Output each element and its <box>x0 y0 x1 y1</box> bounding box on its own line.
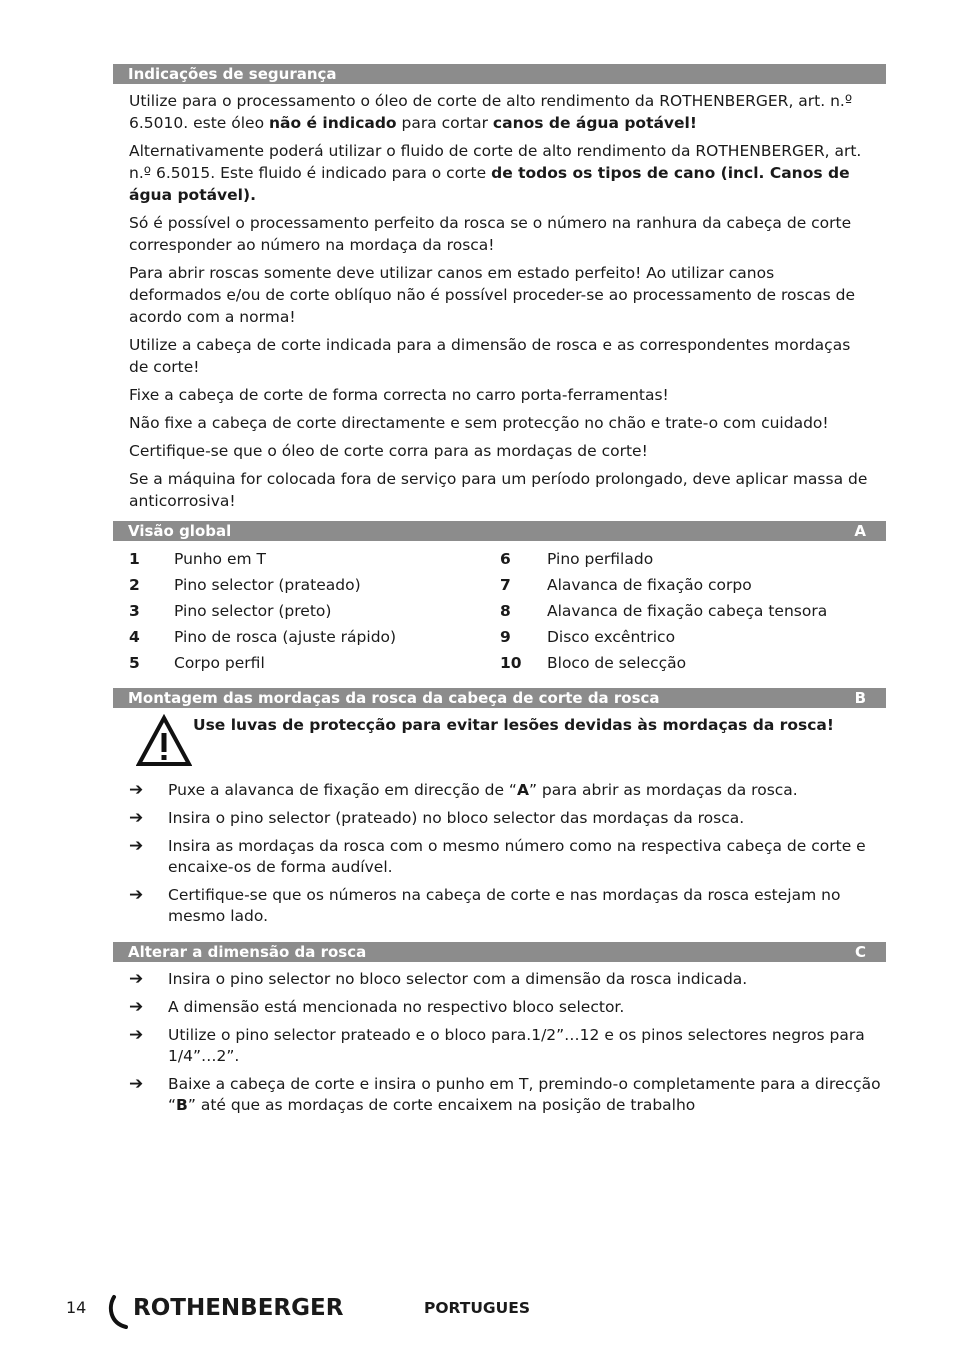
instruction-step <box>129 836 884 878</box>
safety-text <box>129 90 869 518</box>
instruction-step <box>129 780 884 801</box>
instruction-step <box>129 997 884 1018</box>
arrow-right-icon: ➔ <box>129 780 144 800</box>
step-text <box>168 886 840 925</box>
text-run: Insira o pino selector (prateado) no bloco selector das mordaças da rosca. <box>168 809 745 827</box>
parts-list-left <box>129 546 489 676</box>
safety-paragraph <box>129 212 869 256</box>
part-number: 10 <box>500 654 522 672</box>
text-run: Não fixe a cabeça de corte directamente e sem protecção no chão e trate-o com cuidado! <box>129 414 829 432</box>
text-run: Insira o pino selector no bloco selector com a dimensão da rosca indicada. <box>168 970 748 988</box>
text-run: Para abrir roscas somente deve utilizar canos em estado perfeito! Ao utilizar canos deformados e/ou de corte oblíquo não é possível proceder-se ao processamento de roscas de acordo com a norma! <box>129 264 855 326</box>
part-label: Bloco de selecção <box>547 654 687 672</box>
bold-text-run: A <box>516 781 529 799</box>
text-run: ” para abrir as mordaças da rosca. <box>528 781 798 799</box>
safety-paragraph <box>129 140 869 206</box>
part-label: Alavanca de fixação cabeça tensora <box>547 602 828 620</box>
instruction-step <box>129 808 884 829</box>
section-letter-overview: A <box>854 522 866 540</box>
change-steps <box>129 969 884 1123</box>
text-run: Puxe a alavanca de fixação em direcção de “ <box>168 781 517 799</box>
part-number: 8 <box>500 602 511 620</box>
footer-language: PORTUGUES <box>424 1299 530 1317</box>
mounting-steps <box>129 780 884 934</box>
instruction-step <box>129 885 884 927</box>
section-letter-change: C <box>854 943 866 961</box>
text-run: Só é possível o processamento perfeito da rosca se o número na ranhura da cabeça de corte corresponder ao número na mordaça da rosca! <box>129 214 852 254</box>
part-list-item <box>500 650 880 676</box>
part-list-item <box>129 546 489 572</box>
text-run: A dimensão está mencionada no respectivo bloco selector. <box>168 998 625 1016</box>
part-label: Pino selector (prateado) <box>174 576 361 594</box>
part-label: Alavanca de fixação corpo <box>547 576 752 594</box>
brand-name: ROTHENBERGER <box>133 1295 344 1321</box>
section-title-mounting: Montagem das mordaças da rosca da cabeça de corte da rosca <box>128 689 660 707</box>
page-number: 14 <box>66 1298 87 1317</box>
text-run: Utilize para o processamento o óleo de corte de alto rendimento da ROTHENBERGER, art. n.º 6.5010. este óleo <box>129 92 853 132</box>
bold-text-run: canos de água potável! <box>492 114 697 132</box>
part-number: 7 <box>500 576 511 594</box>
part-number: 3 <box>129 602 140 620</box>
instruction-step <box>129 1074 884 1116</box>
safety-paragraph <box>129 384 869 406</box>
text-run: Utilize o pino selector prateado e o bloco para.1/2”…12 e os pinos selectores negros para 1/4”…2”. <box>168 1026 865 1065</box>
bold-text-run: B <box>176 1096 188 1114</box>
part-label: Pino de rosca (ajuste rápido) <box>174 628 397 646</box>
arrow-right-icon: ➔ <box>129 1025 144 1045</box>
safety-paragraph <box>129 90 869 134</box>
text-run: Alternativamente poderá utilizar o fluido de corte de alto rendimento da ROTHENBERGER, art. n.º 6.5015. Este fluido é indicado para o corte <box>129 142 862 182</box>
part-label: Disco excêntrico <box>547 628 676 646</box>
part-list-item <box>129 572 489 598</box>
part-label: Pino selector (preto) <box>174 602 332 620</box>
part-number: 1 <box>129 550 140 568</box>
section-header-change <box>113 942 886 962</box>
arrow-right-icon: ➔ <box>129 969 144 989</box>
arrow-right-icon: ➔ <box>129 808 144 828</box>
text-run: Certifique-se que os números na cabeça de corte e nas mordaças da rosca estejam no mesmo lado. <box>168 886 841 925</box>
step-text <box>168 1026 865 1065</box>
part-number: 4 <box>129 628 140 646</box>
brand-logo <box>106 1293 346 1331</box>
instruction-step <box>129 1025 884 1067</box>
part-list-item <box>500 546 880 572</box>
section-header-mounting <box>113 688 886 708</box>
safety-paragraph <box>129 412 869 434</box>
safety-paragraph <box>129 334 869 378</box>
text-run: Utilize a cabeça de corte indicada para a dimensão de rosca e as correspondentes mordaças de corte! <box>129 336 851 376</box>
part-list-item <box>500 624 880 650</box>
step-text <box>168 809 744 827</box>
part-number: 5 <box>129 654 140 672</box>
section-title-safety: Indicações de segurança <box>128 65 337 83</box>
text-run: Baixe a cabeça de corte e insira o punho em T, premindo-o completamente para a direcção “ <box>168 1075 881 1114</box>
text-run: Insira as mordaças da rosca com o mesmo número como na respectiva cabeça de corte e encaixe-os de forma audível. <box>168 837 866 876</box>
part-list-item <box>500 572 880 598</box>
text-run: para cortar <box>396 114 493 132</box>
text-run: Fixe a cabeça de corte de forma correcta no carro porta-ferramentas! <box>129 386 669 404</box>
warning-triangle-icon <box>136 714 192 768</box>
text-run: Certifique-se que o óleo de corte corra para as mordaças de corte! <box>129 442 648 460</box>
part-number: 6 <box>500 550 511 568</box>
safety-paragraph <box>129 468 869 512</box>
safety-paragraph <box>129 262 869 328</box>
text-run: Se a máquina for colocada fora de serviço para um período prolongado, deve aplicar massa de anticorrosiva! <box>129 470 868 510</box>
safety-paragraph <box>129 440 869 462</box>
step-text <box>168 837 866 876</box>
section-letter-mounting: B <box>854 689 866 707</box>
section-title-overview: Visão global <box>128 522 232 540</box>
part-number: 9 <box>500 628 511 646</box>
section-title-change: Alterar a dimensão da rosca <box>128 943 367 961</box>
part-number: 2 <box>129 576 140 594</box>
part-list-item <box>129 624 489 650</box>
step-text <box>168 998 624 1016</box>
section-header-safety <box>113 64 886 84</box>
step-text <box>168 1075 881 1114</box>
parts-list-right <box>500 546 880 676</box>
bold-text-run: não é indicado <box>268 114 397 132</box>
step-text <box>168 970 747 988</box>
warning-text: Use luvas de protecção para evitar lesões devidas às mordaças da rosca! <box>193 716 834 734</box>
text-run: ” até que as mordaças de corte encaixem na posição de trabalho <box>187 1096 696 1114</box>
arrow-right-icon: ➔ <box>129 1074 144 1094</box>
instruction-step <box>129 969 884 990</box>
bold-text-run: de todos os tipos de cano (incl. Canos de água potável). <box>129 164 850 204</box>
part-label: Pino perfilado <box>547 550 654 568</box>
step-text <box>168 781 798 799</box>
part-list-item <box>129 598 489 624</box>
section-header-overview <box>113 521 886 541</box>
arrow-right-icon: ➔ <box>129 836 144 856</box>
arrow-right-icon: ➔ <box>129 885 144 905</box>
part-label: Corpo perfil <box>174 654 265 672</box>
arrow-right-icon: ➔ <box>129 997 144 1017</box>
part-list-item <box>500 598 880 624</box>
part-list-item <box>129 650 489 676</box>
part-label: Punho em T <box>174 550 266 568</box>
